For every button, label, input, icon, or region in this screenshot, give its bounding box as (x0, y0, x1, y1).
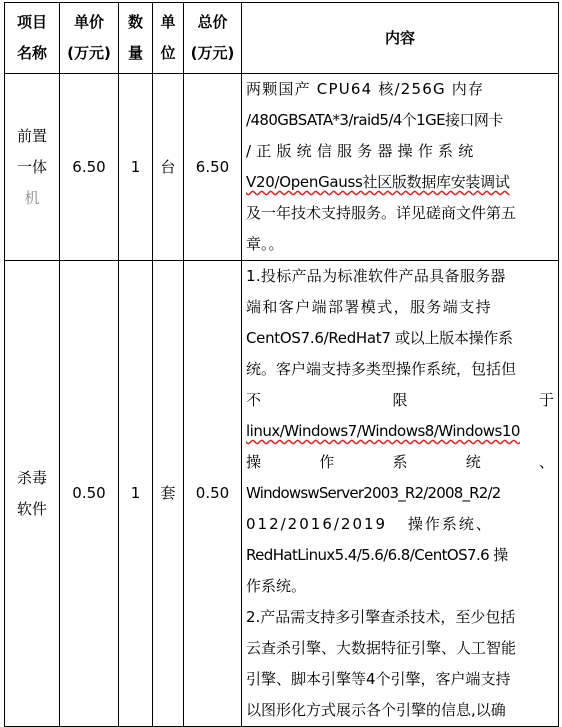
content-line: 1.投标产品为标准软件产品具备服务器 (246, 267, 506, 285)
content-line: /480GBSATA*3/raid5/4个1GE接口网卡 (246, 111, 503, 129)
content-line: CentOS7.6/RedHat7 或以上版本操作系 (246, 329, 513, 347)
header-content: 内容 (242, 3, 559, 74)
content-line: 两颗国产 CPU64 核/256G 内存 (246, 80, 485, 98)
content-line: linux/Windows7/Windows8/Windows10 (246, 422, 520, 440)
quantity-cell: 1 (119, 261, 153, 727)
content-line: 012/2016/2019 操作系统、 (246, 515, 493, 533)
total-price-cell: 0.50 (184, 261, 242, 727)
header-unit-price: 单价 (万元) (60, 3, 119, 74)
unit-price-cell: 0.50 (60, 261, 119, 727)
content-line: RedHatLinux5.4/5.6/6.8/CentOS7.6 操 (246, 546, 508, 564)
content-line: 2.产品需支持多引擎查杀技术，至少包括 (246, 608, 516, 626)
header-item-name: 项目 名称 (5, 3, 60, 74)
content-line: 不 限 于 (246, 391, 554, 409)
content-line: 端和客户端部署模式，服务端支持 (246, 298, 493, 316)
content-line: 云查杀引擎、大数据特征引擎、人工智能 (246, 639, 517, 657)
content-line: WindowswServer2003_R2/2008_R2/2 (246, 484, 501, 502)
header-quantity: 数 量 (119, 3, 153, 74)
unit-cell: 套 (153, 261, 184, 727)
content-line: /正版统信服务器操作系统 (246, 142, 479, 160)
content-line: 引擎、脚本引擎等4个引擎，客户端支持 (246, 670, 511, 688)
item-name-cell: 前置 一体 机 (5, 74, 60, 261)
item-name-cell: 杀毒 软件 (5, 261, 60, 727)
total-price-cell: 6.50 (184, 74, 242, 261)
table-row (5, 74, 559, 261)
content-line: 以图形化方式展示各个引擎的信息,以确 (246, 701, 506, 719)
header-total-price: 总价 (万元) (184, 3, 242, 74)
content-line: 章。。 (246, 235, 284, 253)
header-row (5, 3, 559, 74)
unit-price-cell: 6.50 (60, 74, 119, 261)
content-cell (242, 261, 559, 727)
table-row (5, 261, 559, 727)
procurement-table (4, 2, 559, 727)
quantity-cell: 1 (119, 74, 153, 261)
header-unit: 单 位 (153, 3, 184, 74)
content-line: V20/OpenGauss社区版数据库安装调试 (246, 173, 510, 191)
unit-cell: 台 (153, 74, 184, 261)
content-cell (242, 74, 559, 261)
content-line: 操 作 系 统 、 (246, 453, 554, 471)
content-line: 统。客户端支持多类型操作系统，包括但 (246, 360, 517, 378)
content-line: 作系统。 (246, 577, 307, 595)
content-line: 及一年技术支持服务。详见磋商文件第五 (246, 204, 517, 222)
